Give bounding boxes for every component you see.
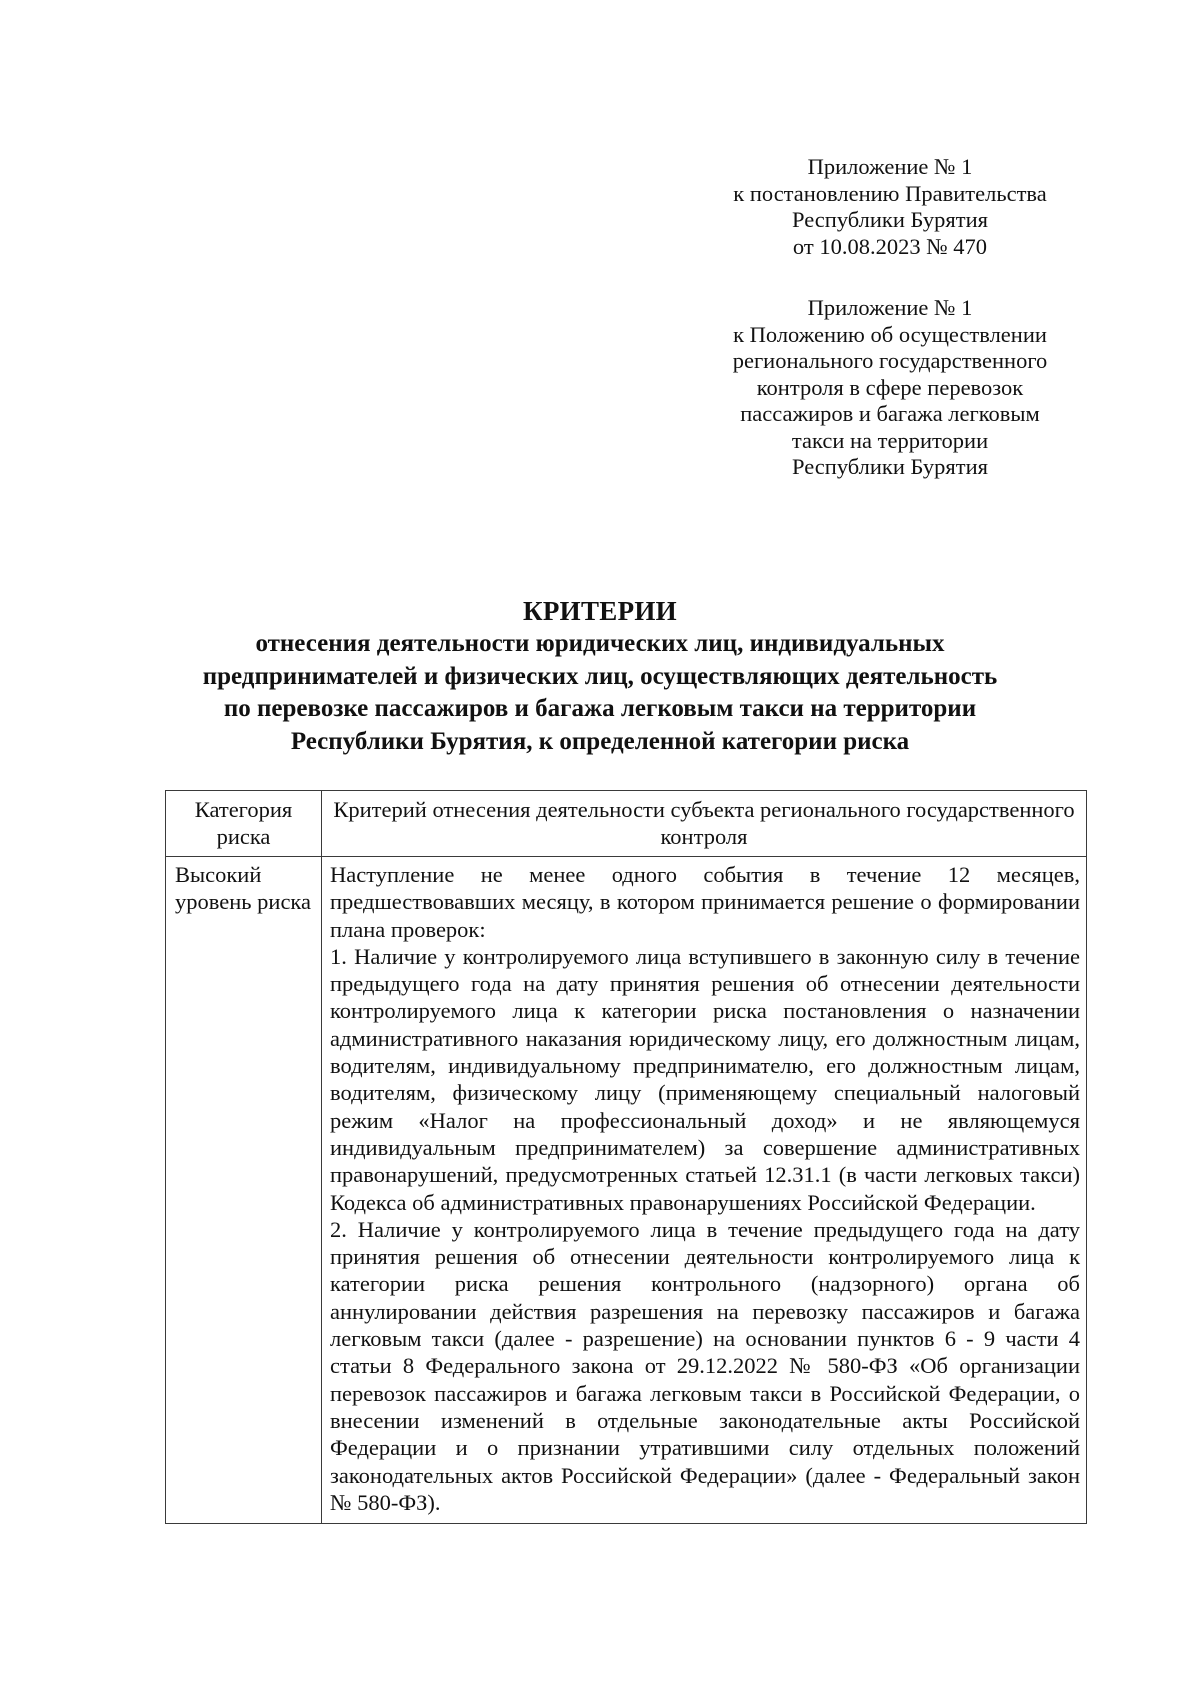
risk-category-cell: Высокий уровень риска — [166, 857, 322, 1524]
title-subtitle-line: по перевозке пассажиров и багажа легковым такси на территории — [223, 695, 977, 722]
appendix-2-line: к Положению об осуществлении — [733, 321, 1047, 347]
title-main: КРИТЕРИИ — [523, 596, 677, 626]
appendix-2-heading — [690, 295, 1090, 481]
appendix-1-line: от 10.08.2023 № 470 — [792, 233, 988, 259]
appendix-2-line: Приложение № 1 — [807, 295, 973, 320]
criterion-cell — [322, 857, 1087, 1524]
criterion-paragraph: 2. Наличие у контролируемого лица в течение предыдущего года на дату принятия решения об отнесении деятельности контролируемого лица к категории риска решения контрольного (надзорного) органа об аннулировании действия разрешения на перевозку пассажиров и багажа легковым такси (далее - разрешение) на основании пунктов 6 - 9 части 4 статьи 8 Федерального закона от 29.12.2022 № 580-ФЗ «Об организации перевозок пассажиров и багажа легковым такси в Российской Федерации, о внесении изменений в отдельные законодательные акты Российской Федерации и о признании утратившими силу отдельных положений законодательных актов Российской Федерации» (далее - Федеральный закон № 580-ФЗ). — [330, 1216, 1080, 1515]
appendix-2-line: такси на территории — [791, 427, 989, 453]
appendix-2-line: регионального государственного — [732, 348, 1048, 373]
table-header-row — [166, 791, 1087, 857]
appendix-1-line: Республики Бурятия — [792, 207, 988, 232]
criterion-paragraph: Наступление не менее одного события в течение 12 месяцев, предшествовавших месяцу, в котором принимается решение о формировании плана проверок: — [330, 862, 1080, 942]
title-subtitle-line: отнесения деятельности юридических лиц, индивидуальных — [255, 630, 945, 657]
title-subtitle-line: предпринимателей и физических лиц, осуществляющих деятельность — [202, 662, 998, 690]
criterion-paragraph: 1. Наличие у контролируемого лица вступившего в законную силу в течение предыдущего года на дату принятия решения об отнесении деятельности контролируемого лица к категории риска постановления о назначении административного наказания юридическому лицу, его должностным лицам, водителям, индивидуальному предпринимателю, его должностным лицам, водителям, физическому лицу (применяющему специальный налоговый режим «Налог на профессиональный доход» и не являющемуся индивидуальным предпринимателем) за совершение административных правонарушений, предусмотренных статьей 12.31.1 (в части легковых такси) Кодекса об административных правонарушениях Российской Федерации. — [330, 943, 1080, 1215]
appendix-2-line: пассажиров и багажа легковым — [740, 401, 1040, 426]
criteria-table — [165, 790, 1087, 1524]
appendix-2-line: Республики Бурятия — [792, 454, 988, 479]
table-row — [166, 857, 1087, 1524]
title-subtitle-line: Республики Бурятия, к определенной категории риска — [290, 727, 910, 755]
header-criterion: Критерий отнесения деятельности субъекта регионального государственного контроля — [322, 791, 1087, 857]
appendix-2-line: контроля в сфере перевозок — [756, 374, 1024, 400]
title-subtitle — [150, 628, 1050, 758]
document-title — [150, 594, 1050, 758]
appendix-1-heading — [690, 154, 1090, 260]
header-category: Категория риска — [166, 791, 322, 857]
appendix-1-line: Приложение № 1 — [807, 154, 973, 179]
appendix-1-line: к постановлению Правительства — [733, 180, 1047, 206]
